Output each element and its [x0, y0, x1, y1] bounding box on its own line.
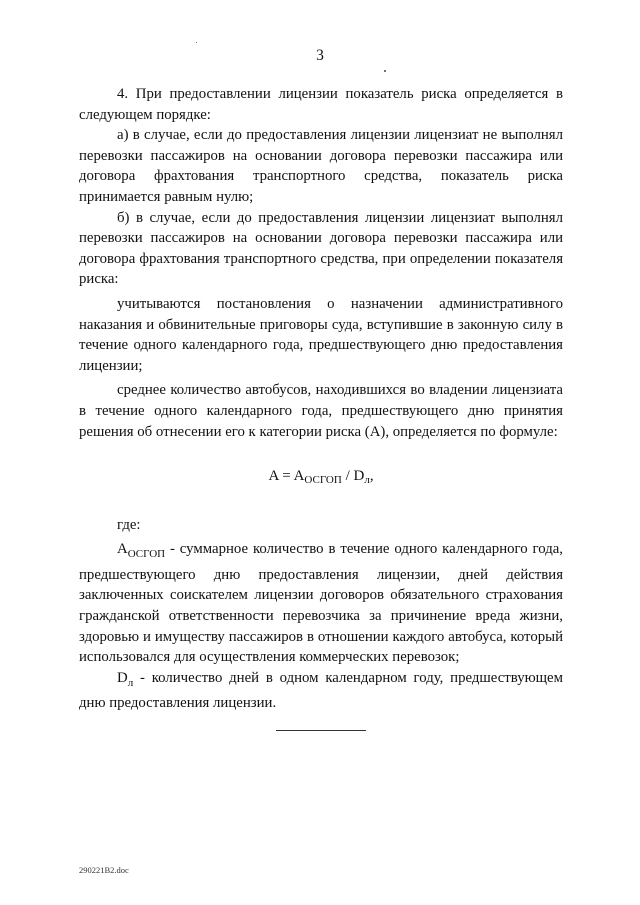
scan-speck [196, 42, 197, 43]
document-body [79, 84, 563, 714]
formula-lhs: A = A [268, 468, 305, 485]
dl-symbol: D [117, 669, 128, 686]
footer-filename: 290221B2.doc [79, 865, 129, 875]
where-label: где: [117, 516, 141, 533]
paragraph-violations: учитываются постановления о назначении административного наказания и обвинительные приговоры суда, вступившие в законную силу в течение одного календарного года, предшествующего дню предоставления лицензии; [79, 295, 563, 374]
formula-sub-l: л [364, 474, 370, 487]
aosgop-subscript: ОСГОП [127, 548, 166, 561]
dl-text: - количество дней в одном календарном году, предшествующем дню предоставления лицензии. [79, 669, 563, 712]
dl-subscript: л [127, 676, 134, 689]
formula-end: , [369, 468, 374, 485]
formula-divide: / D [341, 468, 365, 485]
paragraph-average-buses: среднее количество автобусов, находившихся во владении лицензиата в течение одного календарного года, предшествующего дню принятия решения об отнесении его к категории риска (А), определяется по формуле: [79, 382, 563, 440]
definition-aosgop [79, 539, 563, 668]
paragraph-subclause-b: б) в случае, если до предоставления лицензии лицензиат выполнял перевозки пассажиров на основании договора перевозки пассажира или договора фрахтования транспортного средства, при определении показателя риска: [79, 209, 563, 288]
aosgop-symbol: A [117, 541, 128, 558]
formula-sub-osgop: ОСГОП [304, 474, 342, 487]
aosgop-text: - суммарное количество в течение одного календарного года, предшествующего дню предоставления лицензии, дней действия заключенных соискателем лицензии договоров обязательного страхования гражданской ответственности перевозчика за причинение вреда жизни, здоровью и имуществу пассажиров в отношении каждого автобуса, который использовался для осуществления коммерческих перевозок; [79, 541, 563, 666]
end-divider-line [276, 730, 366, 731]
risk-formula [79, 466, 563, 491]
paragraph-clause-4: 4. При предоставлении лицензии показатель риска определяется в следующем порядке: [79, 86, 563, 123]
page-number: 3 [316, 47, 324, 64]
scan-speck [384, 70, 386, 72]
paragraph-subclause-a: а) в случае, если до предоставления лицензии лицензиат не выполнял перевозки пассажиров на основании договора перевозки пассажира или договора фрахтования транспортного средства, показатель риска принимается равным нулю; [79, 127, 563, 205]
definition-dl [79, 668, 563, 714]
